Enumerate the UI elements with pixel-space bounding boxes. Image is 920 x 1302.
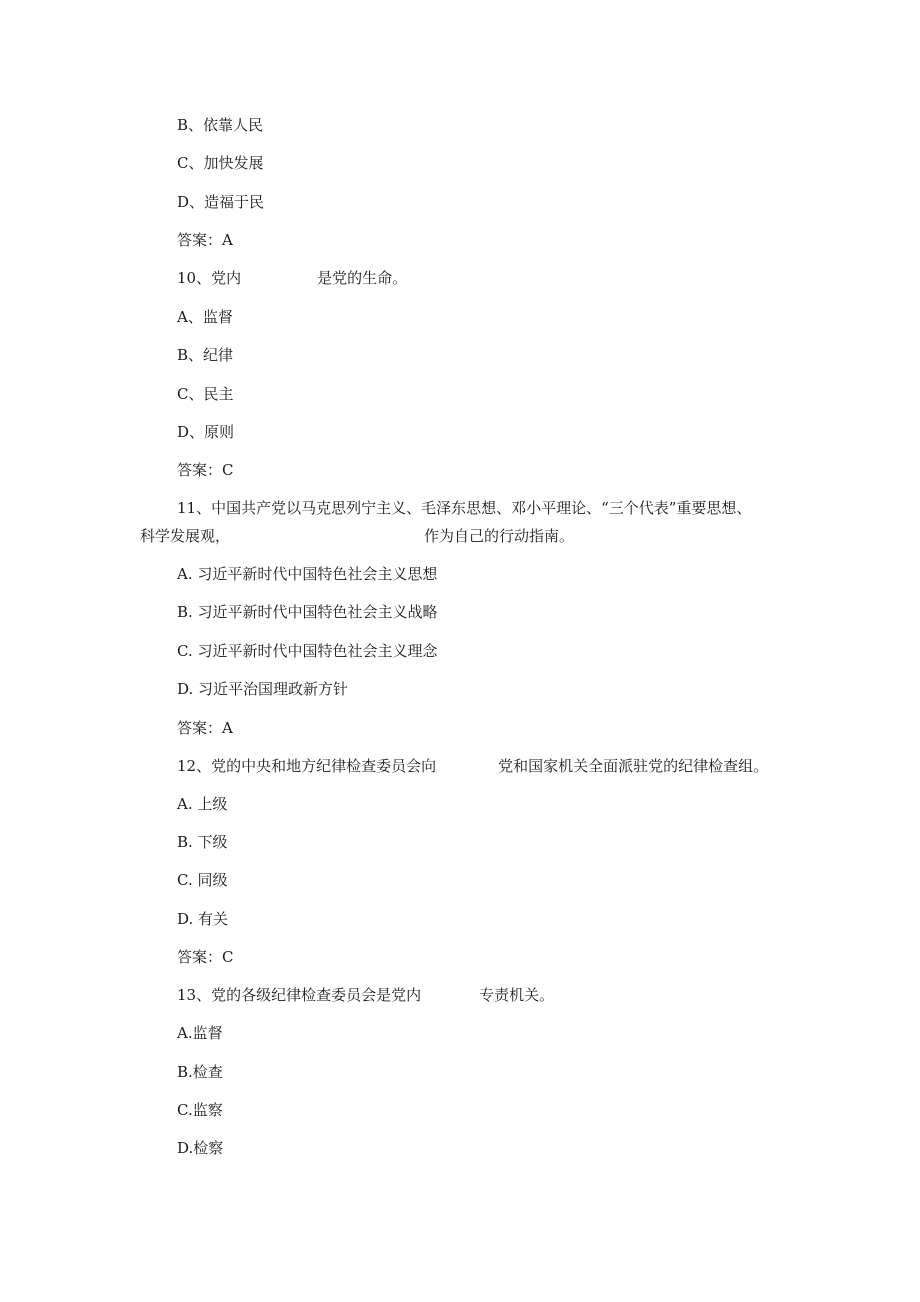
q12-option-b: B. 下级 [177,833,228,851]
q10-option-b: B、纪律 [177,346,234,364]
q11-option-b: B. 习近平新时代中国特色社会主义战略 [177,603,438,621]
question-11-line2 [140,526,574,546]
q11-option-d: D. 习近平治国理政新方针 [177,680,349,698]
q13-option-d: D.检察 [177,1139,224,1157]
q11-option-a: A. 习近平新时代中国特色社会主义思想 [177,565,438,583]
option-c-accelerate-development: C、加快发展 [177,154,264,172]
q13-option-b: B.检查 [177,1063,223,1081]
question-10-part2: 是党的生命。 [317,269,408,287]
q10-option-c: C、民主 [177,385,234,403]
question-11-line2-part2: 作为自己的行动指南。 [424,527,575,545]
q10-option-a: A、监督 [177,308,233,326]
answer-11: 答案：A [177,719,233,737]
question-13-part1: 13、党的各级纪律检查委员会是党内 [177,986,422,1004]
q12-option-c: C. 同级 [177,871,228,889]
option-b-rely-on-people: B、依靠人民 [177,116,264,134]
q13-option-c: C.监察 [177,1101,223,1119]
question-11-line1: 11、中国共产党以马克思列宁主义、毛泽东思想、邓小平理论、“三个代表”重要思想、 [177,499,752,517]
question-12-part2: 党和国家机关全面派驻党的纪律检查组。 [498,757,769,775]
question-10 [177,268,407,288]
question-12-part1: 12、党的中央和地方纪律检查委员会向 [177,757,437,775]
question-13 [177,985,554,1005]
q13-option-a: A.监督 [177,1024,223,1042]
question-11-line2-part1: 科学发展观， [140,527,231,545]
option-d-benefit-people: D、造福于民 [177,193,265,211]
q10-option-d: D、原则 [177,423,235,441]
answer-10: 答案：C [177,461,234,479]
question-10-part1: 10、党内 [177,269,242,287]
question-12 [177,756,768,776]
q11-option-c: C. 习近平新时代中国特色社会主义理念 [177,642,438,660]
question-13-part2: 专责机关。 [479,986,555,1004]
q12-option-d: D. 有关 [177,910,229,928]
answer-12: 答案：C [177,948,234,966]
answer-9: 答案：A [177,231,233,249]
q12-option-a: A. 上级 [177,795,228,813]
